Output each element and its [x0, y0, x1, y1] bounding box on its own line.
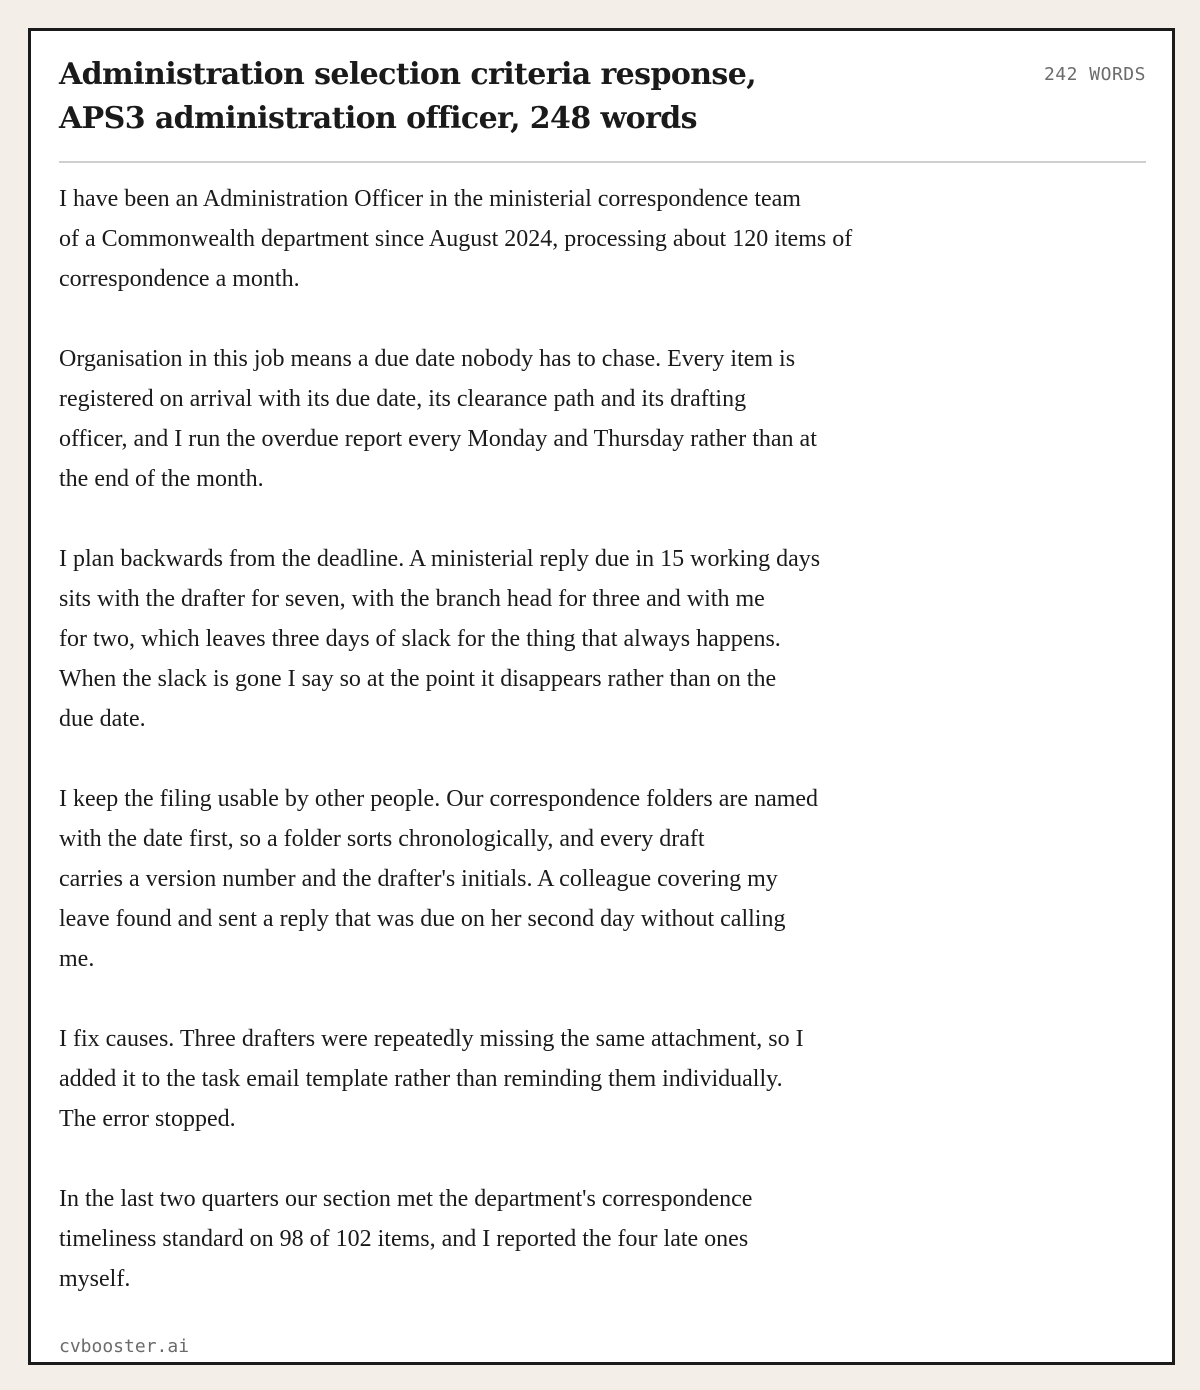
- text-line: myself.: [59, 1266, 131, 1292]
- document-title: [59, 53, 889, 141]
- text-line: with the date first, so a folder sorts chronologically, and every draft: [59, 826, 705, 852]
- text-line: I plan backwards from the deadline. A ministerial reply due in 15 working days: [59, 546, 821, 572]
- text-line: The error stopped.: [59, 1106, 236, 1132]
- text-line: due date.: [59, 706, 146, 732]
- text-line: me.: [59, 946, 95, 972]
- paragraph: [59, 779, 1079, 979]
- text-line: I have been an Administration Officer in the ministerial correspondence team: [59, 186, 801, 212]
- text-line: Organisation in this job means a due date nobody has to chase. Every item is: [59, 346, 796, 372]
- paragraph: [59, 1179, 1079, 1299]
- text-line: leave found and sent a reply that was due on her second day without calling: [59, 906, 786, 932]
- document-header: [59, 53, 1146, 141]
- word-count-badge: 242 WORDS: [1043, 64, 1146, 85]
- paragraph: [59, 179, 1079, 299]
- text-line: I keep the filing usable by other people. Our correspondence folders are named: [59, 786, 819, 812]
- text-line: sits with the drafter for seven, with the branch head for three and with me: [59, 586, 765, 612]
- text-line: for two, which leaves three days of slack for the thing that always happens.: [59, 626, 781, 652]
- text-line: I fix causes. Three drafters were repeatedly missing the same attachment, so I: [59, 1026, 804, 1052]
- text-line: officer, and I run the overdue report every Monday and Thursday rather than at: [59, 426, 817, 452]
- text-line: of a Commonwealth department since August 2024, processing about 120 items of: [59, 226, 853, 252]
- paragraph: [59, 339, 1079, 499]
- footer-brand: cvbooster.ai: [59, 1336, 190, 1357]
- text-line: carries a version number and the drafter's initials. A colleague covering my: [59, 866, 778, 892]
- text-line: correspondence a month.: [59, 266, 300, 292]
- document-body: [59, 179, 1079, 1339]
- text-line: In the last two quarters our section met the department's correspondence: [59, 1186, 753, 1212]
- text-line: registered on arrival with its due date, its clearance path and its drafting: [59, 386, 747, 412]
- text-line: timeliness standard on 98 of 102 items, and I reported the four late ones: [59, 1226, 749, 1252]
- text-line: When the slack is gone I say so at the point it disappears rather than on the: [59, 666, 777, 692]
- title-line: APS3 administration officer, 248 words: [59, 101, 697, 136]
- paragraph: [59, 1019, 1079, 1139]
- title-line: Administration selection criteria response,: [59, 57, 757, 92]
- text-line: added it to the task email template rather than reminding them individually.: [59, 1066, 783, 1092]
- text-line: the end of the month.: [59, 466, 264, 492]
- header-divider: [59, 161, 1146, 163]
- document-card: [28, 28, 1175, 1365]
- paragraph: [59, 539, 1079, 739]
